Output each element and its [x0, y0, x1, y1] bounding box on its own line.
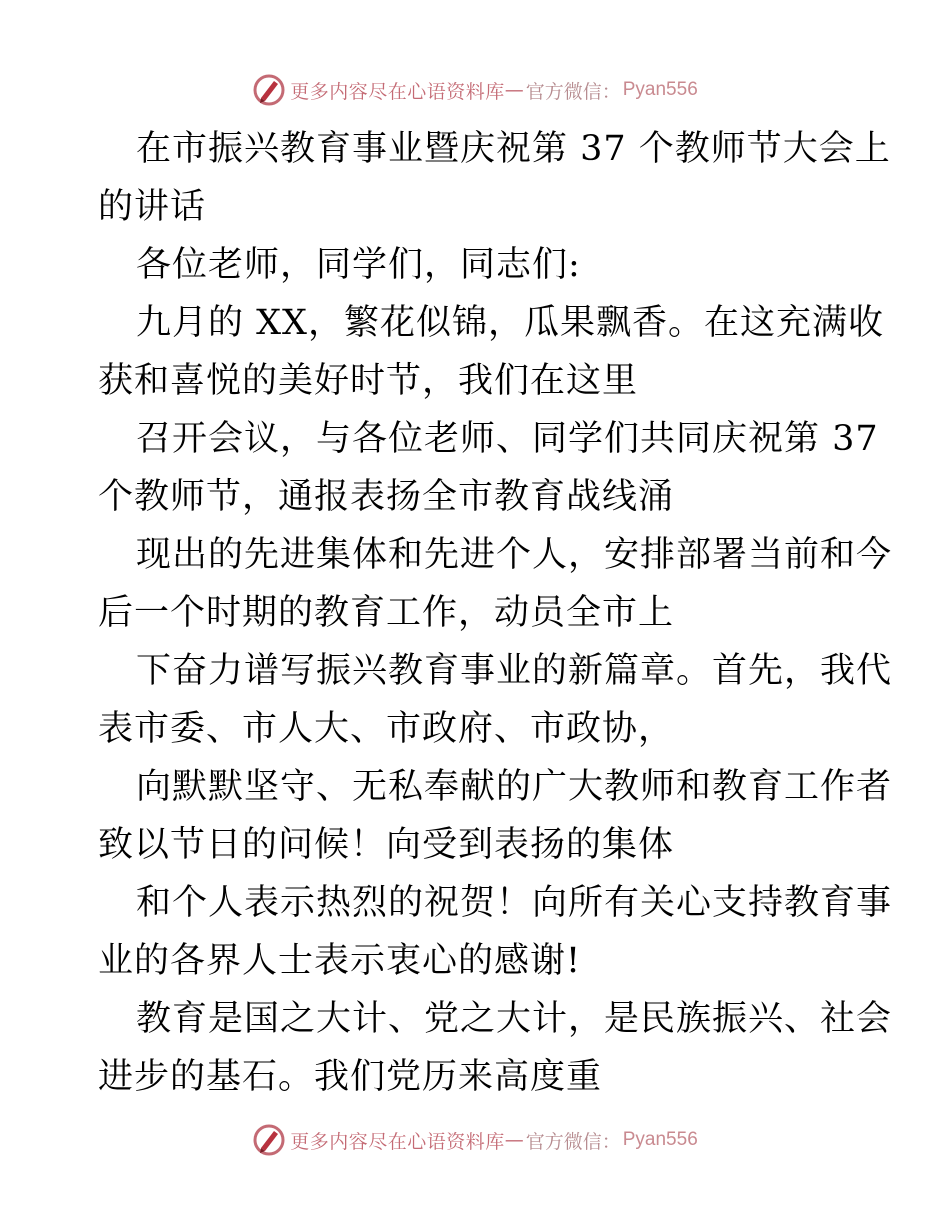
banner-separator: —: [504, 79, 524, 101]
paragraph-line: 教育是国之大计、党之大计，是民族振兴、社会: [136, 999, 893, 1039]
paragraph-line: 现出的先进集体和先进个人，安排部署当前和今: [136, 535, 893, 575]
title-line-2: 的讲话: [98, 187, 207, 227]
paragraph-line: 个教师节，通报表扬全市教育战线涌: [98, 477, 675, 517]
paragraph-line: 进步的基石。我们党历来高度重: [98, 1057, 603, 1097]
wechat-label: 官方微信：: [525, 80, 621, 103]
pen-logo-icon: [252, 1123, 286, 1157]
paragraph-line: 向默默坚守、无私奉献的广大教师和教育工作者: [136, 767, 893, 807]
banner-text: 更多内容尽在心语资料库: [290, 1130, 505, 1153]
paragraph-line: 获和喜悦的美好时节，我们在这里: [98, 361, 639, 401]
salutation: 各位老师，同学们，同志们:: [136, 245, 581, 285]
document-body: [98, 120, 893, 1106]
paragraph-line: 表市委、市人大、市政府、市政协，: [98, 709, 675, 749]
footer-banner: [0, 1120, 950, 1160]
paragraph-line: 召开会议，与各位老师、同学们共同庆祝第 37: [136, 419, 879, 459]
wechat-id: Pyan556: [622, 1129, 698, 1150]
banner-separator: —: [504, 1129, 524, 1151]
wechat-label: 官方微信：: [525, 1130, 621, 1153]
paragraph-line: 业的各界人士表示衷心的感谢!: [98, 941, 582, 981]
paragraph-line: 下奋力谱写振兴教育事业的新篇章。首先，我代: [136, 651, 893, 691]
title-line-1: 在市振兴教育事业暨庆祝第 37 个教师节大会上: [136, 129, 891, 169]
paragraph-line: 和个人表示热烈的祝贺！向所有关心支持教育事: [136, 883, 893, 923]
banner-text: 更多内容尽在心语资料库: [290, 80, 505, 103]
wechat-id: Pyan556: [622, 79, 698, 100]
paragraph-line: 致以节日的问候！向受到表扬的集体: [98, 825, 675, 865]
header-banner: [0, 70, 950, 110]
paragraph-line: 后一个时期的教育工作，动员全市上: [98, 593, 675, 633]
pen-logo-icon: [252, 73, 286, 107]
paragraph-line: 九月的 XX，繁花似锦，瓜果飘香。在这充满收: [136, 303, 884, 343]
